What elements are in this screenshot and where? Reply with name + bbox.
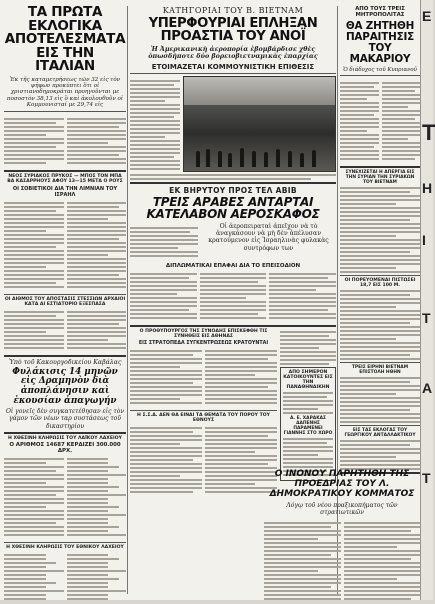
soviet-subhead: ΟΙ ΣΟΒΙΕΤΙΚΟΙ ΔΙΑ ΤΗΝ ΛΙΜΝΙΑΝ ΤΟΥ ΙΣΡΑΗΛ <box>12 185 118 198</box>
news-photo-crowd <box>183 76 336 172</box>
lottery-subhead: Η ΧΘΕΣΙΝΗ ΚΛΗΡΩΣΙΣ ΤΟΥ ΛΑΪΚΟΥ ΛΑΧΕΙΟΥ <box>8 435 122 441</box>
italy-election-deck: Ἐκ τῆς καταμετρήσεως τῶν 32 εἰς τὸν ψήφων προκύπτει ὅτι οἱ χριστιανοδημοκράται προηγοῦνται με ποσοστὸν 38,13 εἰς ὃ καὶ ἀκολουθοῦν οἱ Κομμουνισταί με 29,74 εἰς <box>6 76 124 109</box>
inonu-deck: Λόγῳ τοῦ νέου πραξικοπήματος τῶν στρατιωτικῶν <box>286 501 398 516</box>
syria-strike-subhead: ΣΥΝΕΧΙΖΕΤΑΙ Η ΑΠΕΡΓΙΑ ΕΙΣ ΤΗΝ ΣΥΡΙΑΝ ΤΗΝ ΣΥΡΙΑΚΩΝ ΤΟΥ ΒΙΕΤΝΑΜ <box>345 169 415 185</box>
syria-subhead: ΝΕΟΣ ΣΥΡΙΑΚΟΣ ΠΡΥΚΟΣ — ΜΠΟΣ ΤΟΝ ΜΠΑ ΒΑ ΚΑΣΑΡΡΗΟΥΣ ΑΦΟΥ 13—15 ΜΕΤΑ Ο ΡΟΥΣ <box>7 173 123 184</box>
inonu-article <box>264 470 420 604</box>
edge-char: Η <box>422 180 433 196</box>
makarios-deck: Ὁ διάδοχος τοῦ Κυπριανοῦ <box>343 66 417 73</box>
vietnam-kicker: ΚΑΤΗΓΟΡΙΑΙ ΤΟΥ Β. ΒΙΕΤΝΑΜ <box>162 6 304 15</box>
ussr-subhead: Η Σ.Σ.Δ. ΔΕΝ ΘΑ ΕΙΝΑΙ ΤΑ ΘΕΜΑΤΑ ΤΟΥ ΠΟΡΟΥ ΤΟΥ ΕΘΝΟΥΣ <box>137 412 270 423</box>
hanoi-bombing-headline: ΥΠΕΡΦΟΥΡΙΑΙ ΕΠΛΗΞΑΝ ΠΡΟΑΣΤΙΑ ΤΟΥ ΑΝΟΪ <box>148 16 318 45</box>
prison-sentence-deck: Οἱ γονεῖς δὲν συγκατετέθησαν εἰς τὸν γάμον τῶν νέων ταρ συστάσεως τοῦ δικαστηρίου <box>6 408 124 430</box>
edge-char: Τ <box>422 310 431 326</box>
prison-sentence-headline: Φυλάκισις 14 μηνῶν εἰς Δραμηνὸν διὰ ἀποπλάνησιν καὶ ἐκουσίαν ἀπαγωγήν <box>12 366 118 406</box>
communist-attack-caps: ΕΤΟΙΜΑΖΕΤΑΙ ΚΟΜΜΟΥΝΙΣΤΙΚΗ ΕΠΙΘΕΣΙΣ <box>151 62 315 71</box>
hijack-deck: Οἱ ἀεροπειραταὶ ἀπεῖχον νὰ τὸ ἀναγκάσουν νὰ μὴ δὲν ἀπέλυσαν κρατούμενον εἰς Ἰσραηλινὰς φυλακὰς συντρόφων των <box>208 222 329 252</box>
beirut-kicker: ΕΚ ΒΗΡΥΤΟΥ ΠΡΟΣ ΤΕΛ ΑΒΙΒ <box>169 185 297 195</box>
peace-letter-subhead: ΤΡΕΙΣ ΕΙΡΗΝΙ ΒΙΕΤΝΑΜ ΕΠΙΣΤΟΛΗ ΗΘΗΝ <box>351 364 409 375</box>
lottery-number-subhead: Ο ΑΡΙΘΜΟΣ 14687 ΚΕΡΔΙΖΕΙ 300.000 ΔΡΧ. <box>9 441 121 454</box>
article-text <box>4 114 126 168</box>
vice-premier-subhead: Ο ΠΡΟΘΥΠΟΥΡΓΟΣ ΤΗΣ ΣΥΝΟΔΗΣ ΕΠΙΣΚΕΦΘΗ ΤΙΣ ΣΥΝΗΘΕΙΣ ΕΙΣ ΑΘΗΝΑΣ <box>139 328 268 339</box>
camps-subhead: ΕΙΣ ΣΤΡΑΤΟΠΕΔΑ ΣΥΓΚΕΝΤΡΩΣΕΩΣ ΚΡΑΤΟΥΝΤΑΙ <box>138 340 269 346</box>
edge-char: Ι <box>422 232 426 248</box>
edge-char: Τ <box>422 120 435 145</box>
adjacent-page-edge <box>420 0 433 600</box>
inonu-headline: Ο ΙΝΟΝΟΥ ΠΑΡΗΤΗΘΗ ΤΗΣ ΠΡΟΕΔΡΙΑΣ ΤΟΥ Λ. ΔΗΜΟΚΡΑΤΙΚΟΥ ΚΟΜΜΑΤΟΣ <box>269 469 415 499</box>
metropolitans-kicker: ΑΠΟ ΤΟΥΣ ΤΡΕΙΣ ΜΗΤΡΟΠΟΛΙΤΑΣ <box>355 6 405 18</box>
panathenaic-box: ΑΠΟ ΣΗΜΕΡΟΝ ΚΑΤΟΙΚΟΥΝΤΕΣ ΕΙΣ ΤΗΝ ΠΑΝΑΘΗΝΑΙΚΗΝ <box>283 369 333 390</box>
hijack-headline: ΤΡΕΙΣ ΑΡΑΒΕΣ ΑΝΤΑΡΤΑΙ ΚΑΤΕΛΑΒΟΝ ΑΕΡΟΣΚΑΦΟΣ <box>146 194 320 221</box>
edge-char: Ε <box>422 8 432 24</box>
italy-election-headline: ΤΑ ΠΡΩΤΑ ΕΚΛΟΓΙΚΑ ΑΠΟΤΕΛΕΣΜΑΤΑ ΕΙΣ ΤΗΝ ΙΤΑΛΙΑΝ <box>4 4 126 74</box>
credit-subhead: ΟΙ ΠΟΡΕΥΟΜΕΝΑΙ ΠΙΣΤΩΣΕΙ 18,7 ΕΙΣ 100 Μ. <box>344 277 416 288</box>
diplomatic-caps: ΔΙΠΛΩΜΑΤΙΚΑΙ ΕΠΑΦΑΙ ΔΙΑ ΤΟ ΕΠΕΙΣΟΔΙΟΝ <box>165 262 301 269</box>
kavala-court-kicker: Ὑπὸ τοῦ Κακουργοδικείου Καβάλας <box>8 358 122 366</box>
left-column <box>4 6 126 596</box>
elections-subhead: ΕΙΣ ΤΑΣ ΕΚΛΟΓΑΣ ΤΟΥ ΓΕΩΡΓΙΚΟΥ ΑΝΤΑΛΛΑΚΤΙΚΟΥ <box>344 427 416 438</box>
strike-subhead: ΟΙ ΑΙΘΜΟΣ ΤΟΥ ΑΠΟΣΤΑΣΙΣ ΣΤΕΣΣΙΩΝ ΑΡΧΑΙΟΙ ΚΑΤΑ ΑΙ ΕΣΤΙΑΤΟΡΙΟ ΕΞΕΣΠΑΣΑ <box>4 296 126 307</box>
national-lottery-subhead: Η ΧΘΕΣΙΝΗ ΚΛΗΡΩΣΙΣ ΤΟΥ ΕΘΝΙΚΟΥ ΛΑΧΕΙΟΥ <box>6 544 124 550</box>
makarios-headline: ΘΑ ΖΗΤΗΘΗ ΠΑΡΑΙΤΗΣΙΣ ΤΟΥ ΜΑΚΑΡΙΟΥ <box>345 20 415 65</box>
charakas-subhead: Α. Ε. ΧΑΡΑΚΑΣ ΔΑΠΕΝΗΣ ΠΑΡΑΜΕΝΕΙ ΓΙΑΝΝΗΣ ΣΤΟ ΧΩΡΟ <box>283 415 333 436</box>
edge-char: Α <box>422 380 433 396</box>
hanoi-bombing-deck: Ἡ Ἀμερικανικὴ ἀεροπορία ἐβομβάρδισε χθὲς ὁπωσδήποτε δύο βορειοβιετναμικὰς ἐπαρχίας <box>148 45 318 61</box>
edge-char: Τ <box>422 470 431 486</box>
